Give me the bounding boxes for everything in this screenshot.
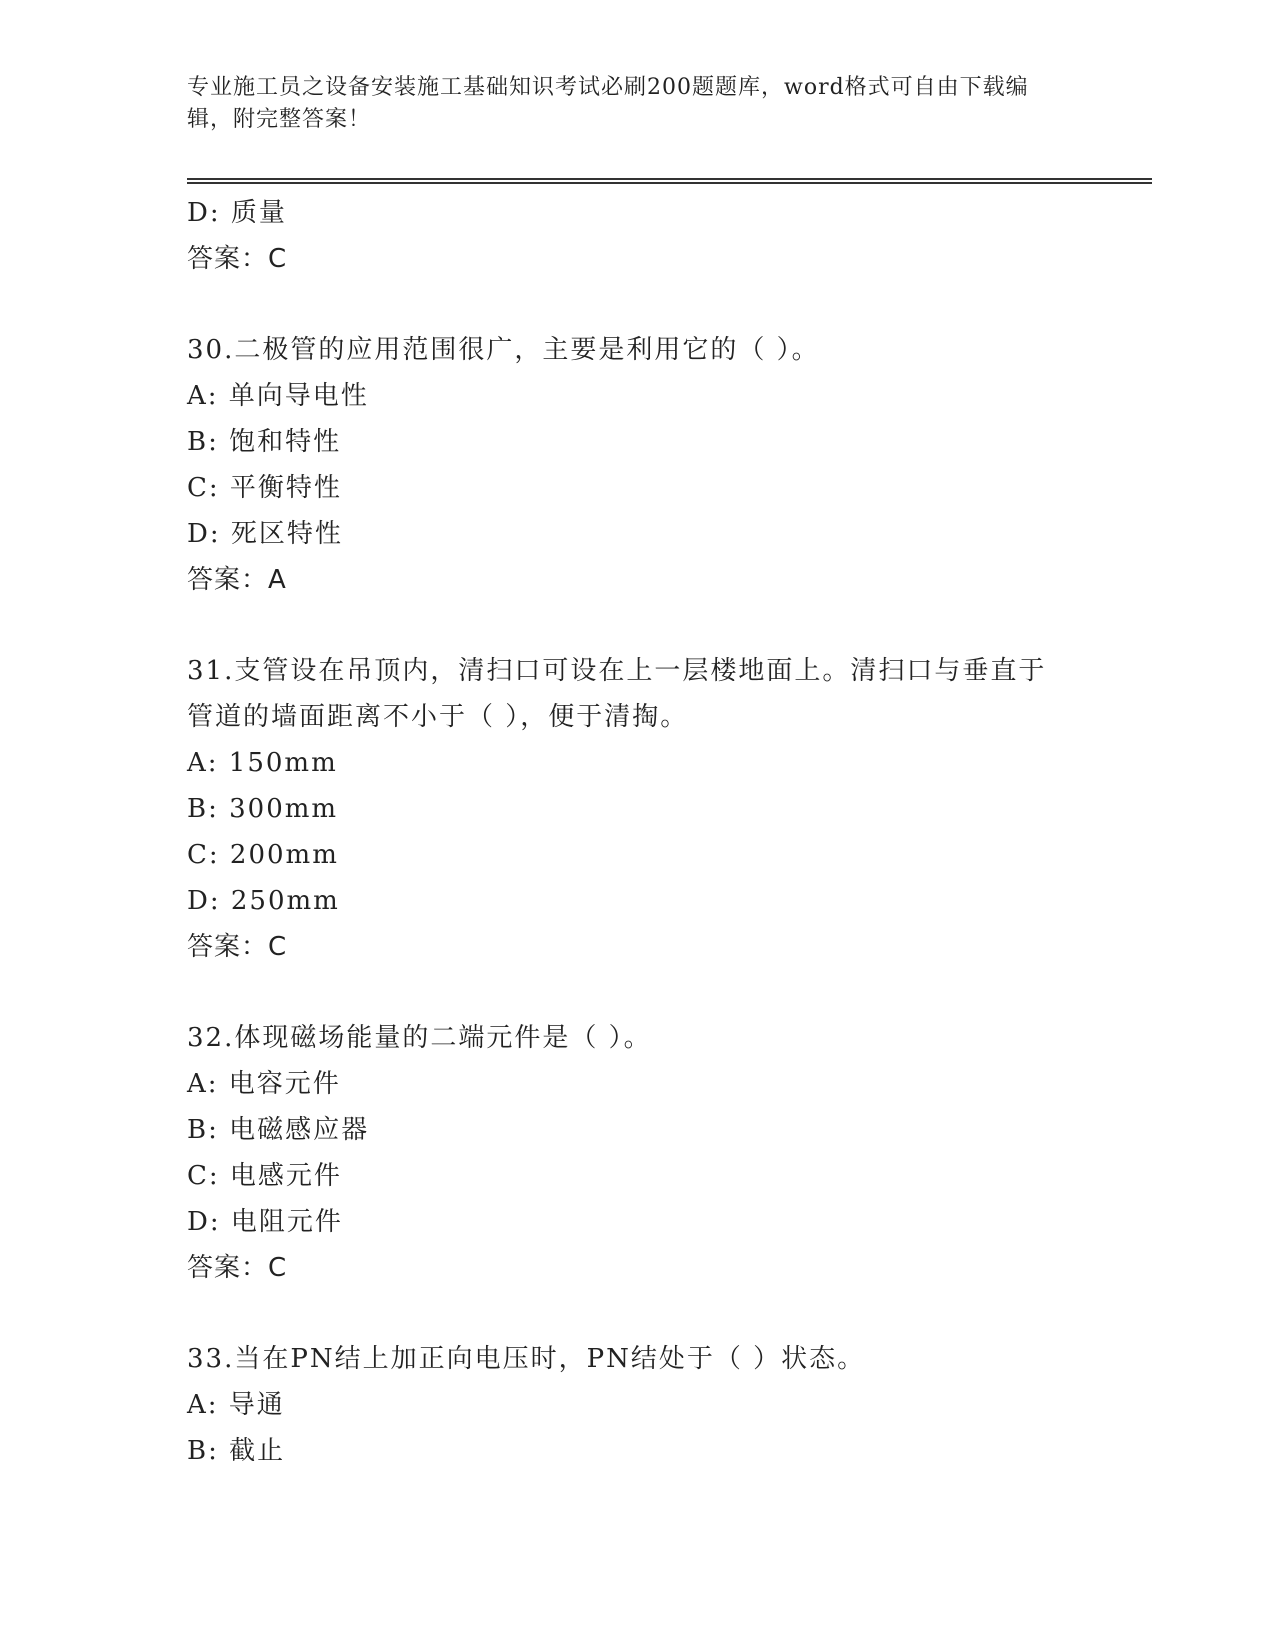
option-a: A: 150mm [187, 748, 338, 778]
question-text: 30.二极管的应用范围很广，主要是利用它的（ ）。 [187, 335, 820, 365]
option-b: B: 截止 [187, 1436, 286, 1466]
question-text: 33.当在PN结上加正向电压时，PN结处于（ ）状态。 [187, 1344, 866, 1374]
option-b: B: 饱和特性 [187, 427, 342, 457]
option-d: D: 250mm [187, 886, 340, 916]
header-divider [187, 178, 1152, 180]
question-list [187, 190, 1087, 1474]
question-32 [187, 1015, 1087, 1291]
answer: 答案：C [187, 1253, 288, 1283]
option-a: A: 导通 [187, 1390, 285, 1420]
question-30 [187, 327, 1087, 603]
option-c: C: 电感元件 [187, 1161, 342, 1191]
header-title: 专业施工员之设备安装施工基础知识考试必刷200题题库，word格式可自由下载编辑，附完整答案！ [187, 75, 1029, 132]
option-d: D: 质量 [187, 198, 287, 228]
option-b: B: 电磁感应器 [187, 1115, 370, 1145]
option-d: D: 死区特性 [187, 519, 343, 549]
option-a: A: 单向导电性 [187, 381, 369, 411]
document-header [187, 72, 1067, 136]
option-a: A: 电容元件 [187, 1069, 341, 1099]
question-31 [187, 648, 1087, 970]
question-text-line-1: 31.支管设在吊顶内，清扫口可设在上一层楼地面上。清扫口与垂直于 [187, 656, 1047, 686]
answer: 答案：C [187, 244, 288, 274]
answer: 答案：A [187, 565, 287, 595]
question-fragment [187, 190, 1087, 282]
header-divider-second [187, 182, 1152, 184]
option-b: B: 300mm [187, 794, 339, 824]
answer: 答案：C [187, 932, 288, 962]
option-c: C: 200mm [187, 840, 339, 870]
option-d: D: 电阻元件 [187, 1207, 343, 1237]
option-c: C: 平衡特性 [187, 473, 342, 503]
question-text: 32.体现磁场能量的二端元件是（ ）。 [187, 1023, 652, 1053]
question-text-line-2: 管道的墙面距离不小于（ ），便于清掏。 [187, 702, 689, 732]
question-33 [187, 1336, 1087, 1474]
